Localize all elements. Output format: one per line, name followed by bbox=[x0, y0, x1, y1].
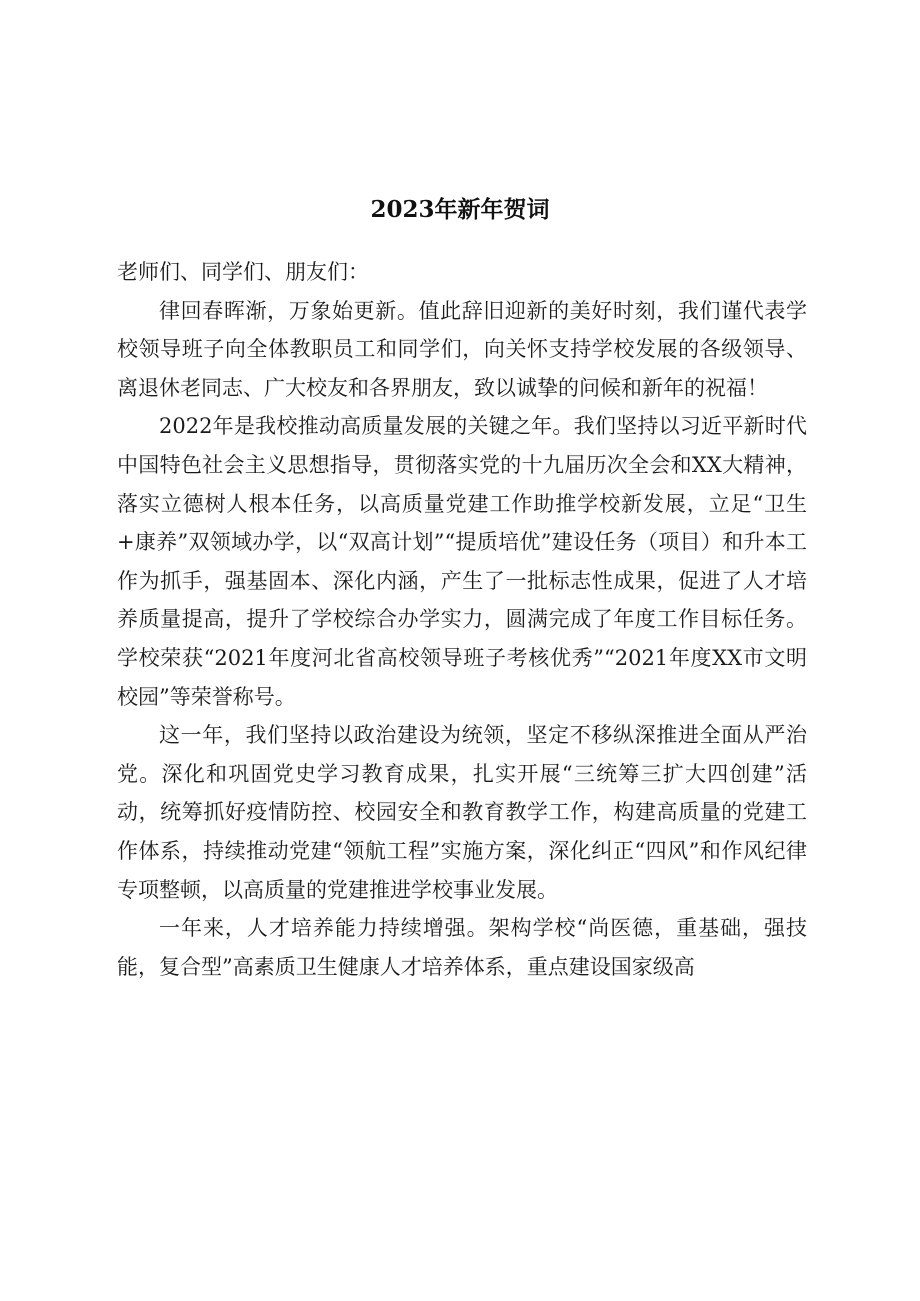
document-body bbox=[117, 253, 807, 986]
paragraph-party-building: 这一年，我们坚持以政治建设为统领，坚定不移纵深推进全面从严治党。深化和巩固党史学习教育成果，扎实开展“三统筹三扩大四创建”活动，统筹抓好疫情防控、校园安全和教育教学工作，构建高质量的党建工作体系，持续推动党建“领航工程”实施方案，深化纠正“四风”和作风纪律专项整顿，以高质量的党建推进学校事业发展。 bbox=[117, 723, 807, 902]
paragraph-talent-training: 一年来，人才培养能力持续增强。架构学校“尚医德，重基础，强技能，复合型”高素质卫生健康人才培养体系，重点建设国家级高 bbox=[117, 916, 807, 979]
document-title: 2023年新年贺词 bbox=[370, 196, 550, 223]
salutation: 老师们、同学们、朋友们： bbox=[117, 260, 369, 284]
paragraph-greeting: 律回春晖渐，万象始更新。值此辞旧迎新的美好时刻，我们谨代表学校领导班子向全体教职员工和同学们，向关怀支持学校发展的各级领导、离退休老同志、广大校友和各界朋友，致以诚挚的问候和新年的祝福！ bbox=[117, 298, 807, 400]
paragraph-2022-review: 2022年是我校推动高质量发展的关键之年。我们坚持以习近平新时代中国特色社会主义思想指导，贯彻落实党的十九届历次全会和XX大精神，落实立德树人根本任务，以高质量党建工作助推学校新发展，立足“卫生+康养”双领域办学，以“双高计划”“提质培优”建设任务（项目）和升本工作为抓手，强基固本、深化内涵，产生了一批标志性成果，促进了人才培养质量提高，提升了学校综合办学实力，圆满完成了年度工作目标任务。学校荣获“2021年度河北省高校领导班子考核优秀”“2021年度XX市文明校园”等荣誉称号。 bbox=[117, 414, 807, 709]
